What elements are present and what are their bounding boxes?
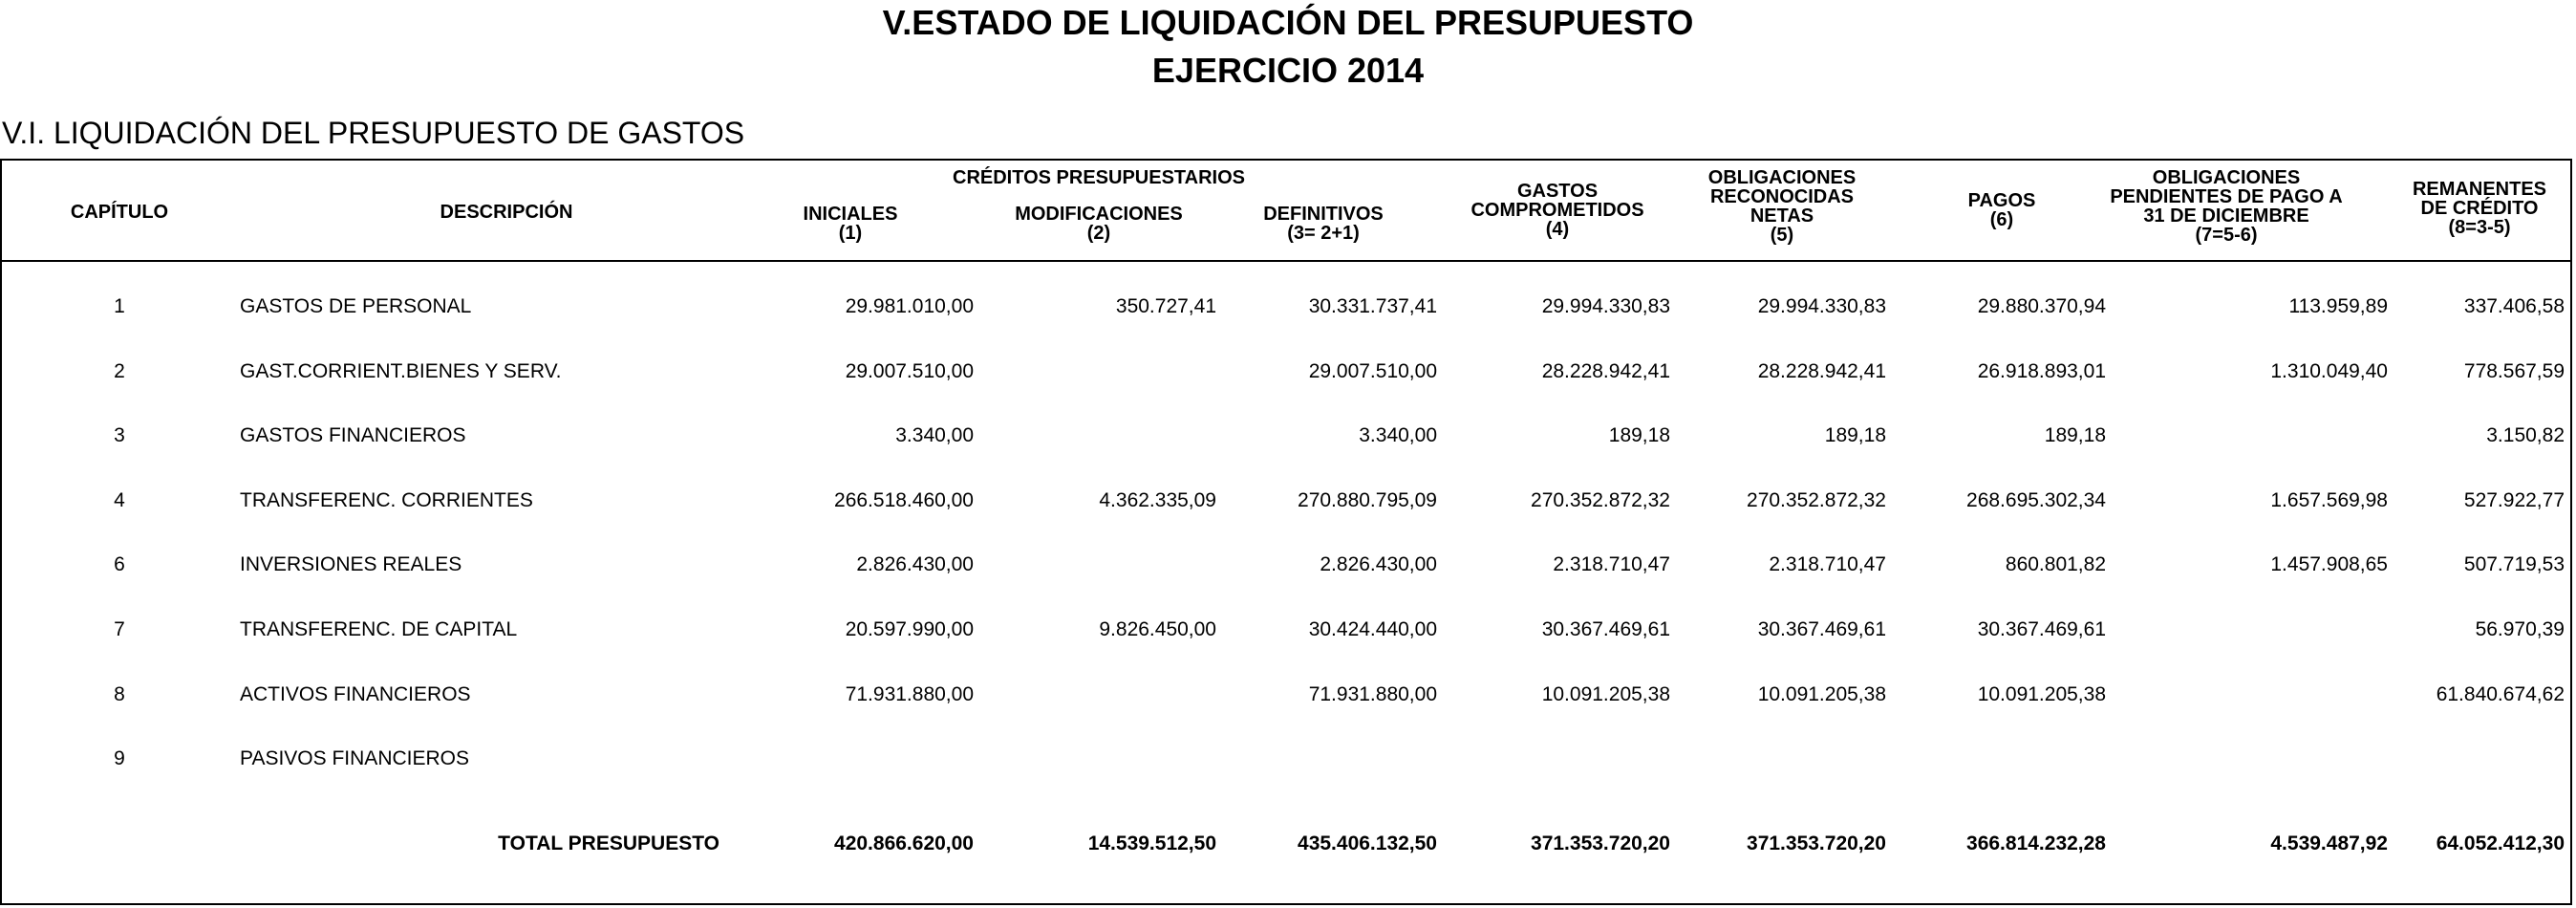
cell-descripcion: TRANSFERENC. CORRIENTES [240, 489, 533, 511]
cell-capitulo: 6 [114, 553, 125, 575]
cell-remanentes: 337.406,58 [2463, 295, 2565, 317]
cell-remanentes: 507.719,53 [2463, 553, 2565, 575]
header-gastos-comprometidos: GASTOS COMPROMETIDOS (4) [1470, 181, 1644, 240]
cell-iniciales: 71.931.880,00 [845, 683, 974, 705]
cell-remanentes: 61.840.674,62 [2436, 683, 2565, 705]
cell-pendientes: 1.457.908,65 [2270, 553, 2388, 575]
cell-remanentes: 3.150,82 [2486, 424, 2565, 446]
section-title: V.I. LIQUIDACIÓN DEL PRESUPUESTO DE GASTOS [2, 116, 745, 150]
cell-definitivos: 2.826.430,00 [1320, 553, 1437, 575]
header-separator [0, 260, 2572, 262]
total-remanentes: 64.052.412,30 [2436, 832, 2565, 854]
cell-definitivos: 71.931.880,00 [1308, 683, 1437, 705]
cell-capitulo: 7 [114, 618, 125, 640]
cell-iniciales: 3.340,00 [895, 424, 974, 446]
cell-obligaciones: 2.318.710,47 [1769, 553, 1886, 575]
header-descripcion: DESCRIPCIÓN [440, 202, 573, 223]
budget-table-frame [0, 159, 2572, 905]
cell-obligaciones: 270.352.872,32 [1747, 489, 1886, 511]
cell-pagos: 30.367.469,61 [1977, 618, 2106, 640]
cell-comprometidos: 189,18 [1608, 424, 1670, 446]
cell-capitulo: 1 [114, 295, 125, 317]
cell-obligaciones: 28.228.942,41 [1757, 360, 1886, 382]
cell-iniciales: 29.007.510,00 [845, 360, 974, 382]
cell-comprometidos: 10.091.205,38 [1541, 683, 1670, 705]
total-label: TOTAL PRESUPUESTO [498, 832, 719, 854]
cell-obligaciones: 30.367.469,61 [1757, 618, 1886, 640]
cell-obligaciones: 29.994.330,83 [1757, 295, 1886, 317]
cell-pendientes: 1.310.049,40 [2270, 360, 2388, 382]
cell-descripcion: INVERSIONES REALES [240, 553, 462, 575]
header-capitulo: CAPÍTULO [70, 202, 169, 223]
cell-comprometidos: 28.228.942,41 [1541, 360, 1670, 382]
cell-definitivos: 30.331.737,41 [1308, 295, 1437, 317]
cell-pendientes: 113.959,89 [2288, 295, 2388, 317]
cell-iniciales: 20.597.990,00 [845, 618, 974, 640]
cell-capitulo: 4 [114, 489, 125, 511]
cell-iniciales: 2.826.430,00 [856, 553, 974, 575]
cell-remanentes: 56.970,39 [2475, 618, 2565, 640]
cell-capitulo: 8 [114, 683, 125, 705]
cell-comprometidos: 2.318.710,47 [1553, 553, 1670, 575]
total-modificaciones: 14.539.512,50 [1087, 832, 1216, 854]
report-subtitle: EJERCICIO 2014 [1151, 51, 1425, 90]
cell-capitulo: 3 [114, 424, 125, 446]
cell-pagos: 189,18 [2044, 424, 2106, 446]
total-definitivos: 435.406.132,50 [1298, 832, 1437, 854]
cell-definitivos: 30.424.440,00 [1308, 618, 1437, 640]
cell-iniciales: 29.981.010,00 [845, 295, 974, 317]
cell-capitulo: 9 [114, 747, 125, 769]
cell-descripcion: GASTOS FINANCIEROS [240, 424, 466, 446]
cell-definitivos: 3.340,00 [1359, 424, 1437, 446]
report-title: V.ESTADO DE LIQUIDACIÓN DEL PRESUPUESTO [882, 3, 1694, 42]
cell-descripcion: ACTIVOS FINANCIEROS [240, 683, 471, 705]
total-pendientes: 4.539.487,92 [2270, 832, 2388, 854]
cell-obligaciones: 10.091.205,38 [1757, 683, 1886, 705]
cell-pagos: 10.091.205,38 [1977, 683, 2106, 705]
header-creditos-group: CRÉDITOS PRESUPUESTARIOS [953, 167, 1245, 188]
header-pendientes-pago: OBLIGACIONES PENDIENTES DE PAGO A 31 DE DICIEMBRE (7=5-6) [2110, 167, 2343, 246]
cell-iniciales: 266.518.460,00 [834, 489, 974, 511]
cell-remanentes: 527.922,77 [2463, 489, 2565, 511]
header-pagos: PAGOS (6) [1967, 190, 2036, 230]
total-comprometidos: 371.353.720,20 [1531, 832, 1670, 854]
header-modificaciones: MODIFICACIONES (2) [1015, 204, 1183, 244]
total-obligaciones: 371.353.720,20 [1747, 832, 1886, 854]
cell-modificaciones: 350.727,41 [1115, 295, 1216, 317]
cell-capitulo: 2 [114, 360, 125, 382]
header-obligaciones-netas: OBLIGACIONES RECONOCIDAS NETAS (5) [1707, 167, 1857, 246]
cell-comprometidos: 270.352.872,32 [1531, 489, 1670, 511]
header-definitivos: DEFINITIVOS (3= 2+1) [1263, 204, 1384, 244]
header-iniciales: INICIALES (1) [803, 204, 898, 244]
cell-obligaciones: 189,18 [1824, 424, 1886, 446]
cell-pagos: 26.918.893,01 [1977, 360, 2106, 382]
cell-descripcion: TRANSFERENC. DE CAPITAL [240, 618, 518, 640]
cell-comprometidos: 29.994.330,83 [1541, 295, 1670, 317]
cell-pagos: 268.695.302,34 [1966, 489, 2106, 511]
cell-descripcion: GAST.CORRIENT.BIENES Y SERV. [240, 360, 562, 382]
cell-pendientes: 1.657.569,98 [2270, 489, 2388, 511]
cell-descripcion: GASTOS DE PERSONAL [240, 295, 472, 317]
cell-modificaciones: 9.826.450,00 [1099, 618, 1216, 640]
cell-remanentes: 778.567,59 [2463, 360, 2565, 382]
cell-pagos: 29.880.370,94 [1977, 295, 2106, 317]
cell-comprometidos: 30.367.469,61 [1541, 618, 1670, 640]
header-remanentes-credito: REMANENTES DE CRÉDITO (8=3-5) [2412, 179, 2546, 238]
cell-modificaciones: 4.362.335,09 [1099, 489, 1216, 511]
cell-definitivos: 29.007.510,00 [1308, 360, 1437, 382]
total-pagos: 366.814.232,28 [1966, 832, 2106, 854]
cell-descripcion: PASIVOS FINANCIEROS [240, 747, 469, 769]
cell-definitivos: 270.880.795,09 [1298, 489, 1437, 511]
total-iniciales: 420.866.620,00 [834, 832, 974, 854]
cell-pagos: 860.801,82 [2005, 553, 2106, 575]
